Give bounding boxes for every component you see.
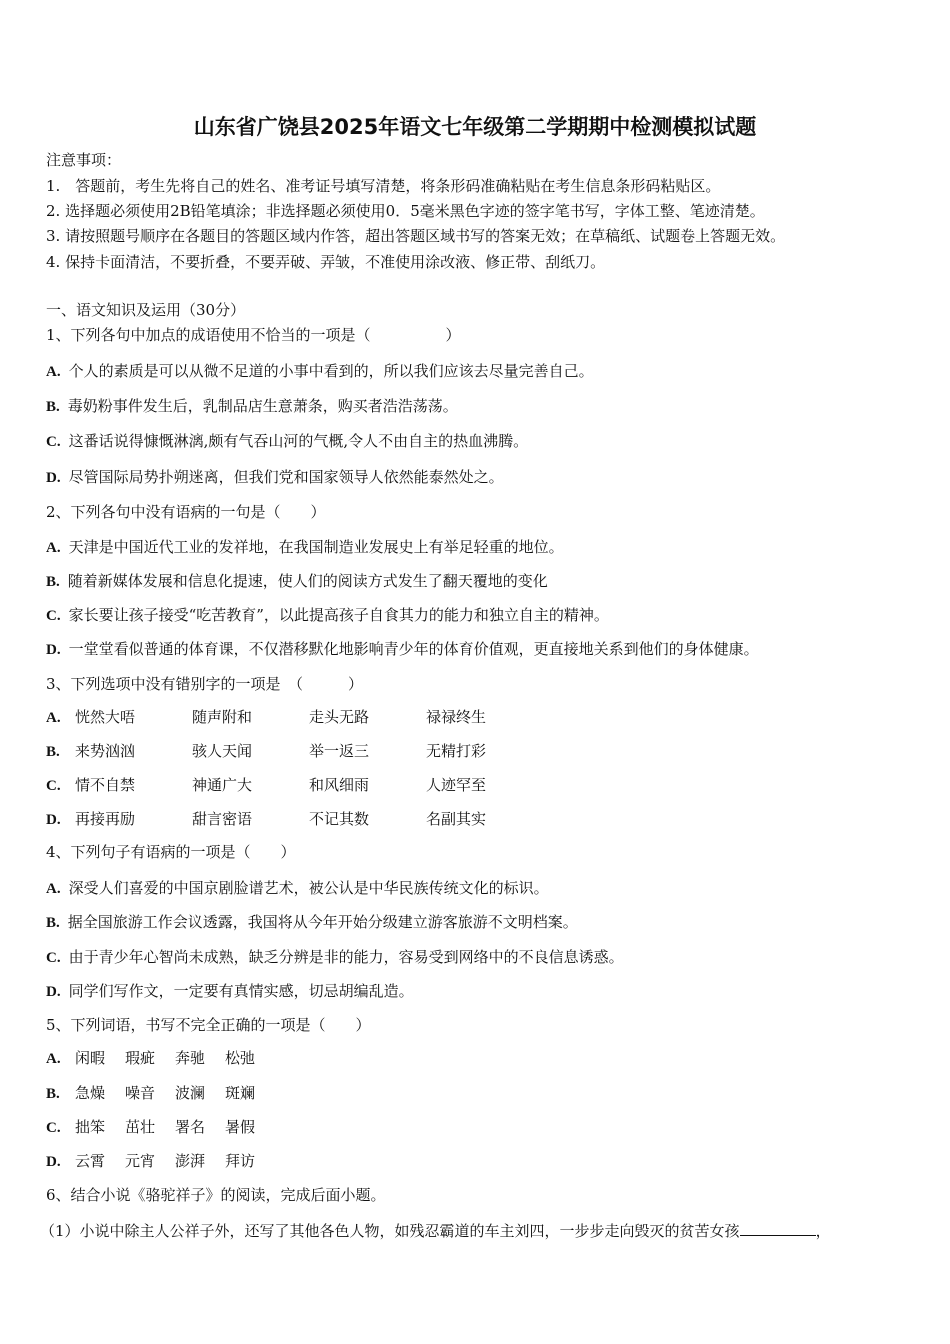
notice-item: 3. 请按照题号顺序在各题目的答题区域内作答，超出答题区域书写的答案无效；在草稿纸、试题卷上答题无效。: [46, 227, 786, 245]
option-label: A.: [46, 540, 61, 556]
option-label: D.: [46, 812, 61, 828]
option-word: 奔驰: [175, 1049, 206, 1067]
option-text: 个人的素质是可以从微不足道的小事中看到的，所以我们应该去尽量完善自己。: [68, 362, 594, 380]
answer-option: [46, 982, 414, 1001]
answer-option: [46, 948, 624, 967]
option-label: A.: [46, 1051, 61, 1067]
option-text: 毒奶粉事件发生后，乳制品店生意萧条，购买者浩浩荡荡。: [67, 397, 458, 415]
option-word: 无精打彩: [426, 742, 487, 760]
notice-item: 4. 保持卡面清洁，不要折叠，不要弄破、弄皱，不准使用涂改液、修正带、刮纸刀。: [46, 253, 606, 271]
option-word: 松弛: [225, 1049, 256, 1067]
option-word: 再接再励: [75, 810, 136, 828]
option-word: 来势汹汹: [75, 742, 136, 760]
option-label: C.: [46, 1120, 61, 1136]
answer-option: [46, 879, 549, 898]
answer-option: [46, 1152, 646, 1171]
option-label: C.: [46, 608, 61, 624]
option-word: 元宵: [125, 1152, 156, 1170]
option-label: D.: [46, 984, 61, 1000]
answer-option: [46, 538, 564, 557]
page-title: 山东省广饶县2025年语文七年级第二学期期中检测模拟试题: [193, 115, 757, 139]
answer-option: [46, 742, 646, 761]
option-word: 暑假: [225, 1118, 256, 1136]
option-text: 据全国旅游工作会议透露，我国将从今年开始分级建立游客旅游不文明档案。: [67, 913, 578, 931]
option-word: 茁壮: [125, 1118, 156, 1136]
option-text: 同学们写作文，一定要有真情实感，切忌胡编乱造。: [68, 982, 414, 1000]
answer-option: [46, 1049, 646, 1068]
option-word: 澎湃: [175, 1152, 206, 1170]
option-label: B.: [46, 399, 60, 415]
sub-question-tail: ，: [815, 1222, 831, 1240]
notice-heading: 注意事项：: [46, 151, 122, 169]
option-text: 这番话说得慷慨淋漓,颇有气吞山河的气概,令人不由自主的热血沸腾。: [68, 432, 529, 450]
option-text: 一堂堂看似普通的体育课，不仅潜移默化地影响青少年的体育价值观，更直接地关系到他们的身体健康。: [68, 640, 759, 658]
option-word: 云霄: [75, 1152, 106, 1170]
option-label: D.: [46, 470, 61, 486]
option-word: 斑斓: [225, 1084, 256, 1102]
answer-option: [46, 468, 504, 487]
option-text: 天津是中国近代工业的发祥地，在我国制造业发展史上有举足轻重的地位。: [68, 538, 564, 556]
option-word: 名副其实: [426, 810, 487, 828]
option-text: 深受人们喜爱的中国京剧脸谱艺术，被公认是中华民族传统文化的标识。: [68, 879, 549, 897]
option-word: 神通广大: [192, 776, 253, 794]
option-label: D.: [46, 642, 61, 658]
answer-option: [46, 776, 646, 795]
option-word: 走头无路: [309, 708, 370, 726]
option-word: 禄禄终生: [426, 708, 487, 726]
option-label: C.: [46, 950, 61, 966]
option-word: 闲暇: [75, 1049, 106, 1067]
option-label: B.: [46, 915, 60, 931]
option-word: 波澜: [175, 1084, 206, 1102]
answer-option: [46, 362, 594, 381]
notice-item: 2. 选择题必须使用2B铅笔填涂；非选择题必须使用0．5毫米黑色字迹的签字笔书写，字体工整、笔迹清楚。: [46, 202, 765, 220]
answer-option: [46, 397, 458, 416]
option-label: D.: [46, 1154, 61, 1170]
option-word: 瑕疵: [125, 1049, 156, 1067]
option-word: 随声附和: [192, 708, 253, 726]
answer-option: [46, 572, 548, 591]
question-stem: 6、结合小说《骆驼祥子》的阅读，完成后面小题。: [46, 1186, 386, 1204]
answer-option: [46, 913, 578, 932]
answer-option: [46, 1118, 646, 1137]
answer-option: [46, 708, 646, 727]
option-word: 署名: [175, 1118, 206, 1136]
answer-option: [46, 432, 528, 451]
question-stem: 5、下列词语，书写不完全正确的一项是（ ）: [46, 1016, 371, 1034]
option-label: A.: [46, 881, 61, 897]
option-text: 随着新媒体发展和信息化提速，使人们的阅读方式发生了翻天覆地的变化: [67, 572, 548, 590]
option-label: A.: [46, 710, 61, 726]
option-text: 尽管国际局势扑朔迷离，但我们党和国家领导人依然能泰然处之。: [68, 468, 504, 486]
option-word: 拜访: [225, 1152, 256, 1170]
option-word: 和风细雨: [309, 776, 370, 794]
question-stem: 4、下列句子有语病的一项是（ ）: [46, 843, 296, 861]
option-label: C.: [46, 778, 61, 794]
option-word: 骇人天闻: [192, 742, 253, 760]
option-word: 人迹罕至: [426, 776, 487, 794]
option-label: B.: [46, 574, 60, 590]
question-stem: 1、下列各句中加点的成语使用不恰当的一项是（ ）: [46, 326, 461, 344]
answer-option: [46, 606, 609, 625]
option-word: 急燥: [75, 1084, 106, 1102]
option-label: A.: [46, 364, 61, 380]
option-word: 举一返三: [309, 742, 370, 760]
option-word: 情不自禁: [75, 776, 136, 794]
answer-blank[interactable]: [740, 1221, 816, 1236]
option-word: 甜言密语: [192, 810, 253, 828]
option-word: 拙笨: [75, 1118, 106, 1136]
option-word: 恍然大唔: [75, 708, 136, 726]
question-stem: 2、下列各句中没有语病的一句是（ ）: [46, 503, 326, 521]
option-word: 噪音: [125, 1084, 156, 1102]
option-label: B.: [46, 744, 60, 760]
sub-question: [40, 1221, 831, 1240]
answer-option: [46, 1084, 646, 1103]
sub-question-text: （1）小说中除主人公祥子外，还写了其他各色人物，如残忍霸道的车主刘四，一步步走向毁灭的贫苦女孩: [40, 1222, 740, 1240]
option-word: 不记其数: [309, 810, 370, 828]
notice-item: 1. 答题前，考生先将自己的姓名、准考证号填写清楚，将条形码准确粘贴在考生信息条形码粘贴区。: [46, 177, 721, 195]
answer-option: [46, 640, 759, 659]
section-heading: 一、语文知识及运用（30分）: [46, 301, 246, 319]
option-label: B.: [46, 1086, 60, 1102]
answer-option: [46, 810, 646, 829]
question-stem: 3、下列选项中没有错别字的一项是 （ ）: [46, 675, 364, 693]
option-text: 由于青少年心智尚未成熟，缺乏分辨是非的能力，容易受到网络中的不良信息诱惑。: [68, 948, 624, 966]
option-label: C.: [46, 434, 61, 450]
option-text: 家长要让孩子接受“吃苦教育”，以此提高孩子自食其力的能力和独立自主的精神。: [68, 606, 609, 624]
